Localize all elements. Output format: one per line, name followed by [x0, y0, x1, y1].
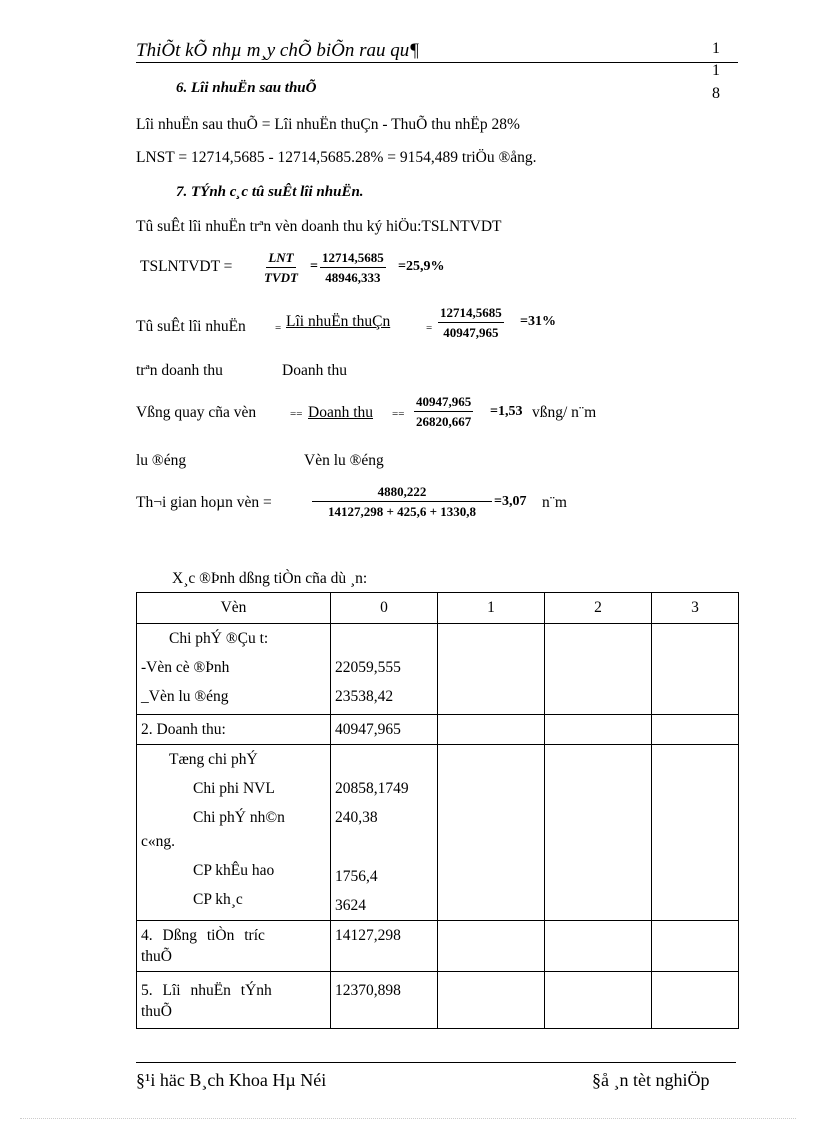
- row4-year2: [545, 921, 652, 972]
- f2-below-right: Doanh thu: [282, 362, 348, 379]
- table-row: [137, 624, 739, 715]
- row3-value-depreciation: 1756,4: [335, 868, 378, 885]
- f3-denominator: 26820,667: [416, 414, 472, 429]
- f1-den-value: 48946,333: [325, 270, 381, 285]
- f2-below-left: trªn doanh thu: [136, 362, 223, 379]
- row1-year1: [438, 624, 545, 715]
- row3-label-depreciation: CP khÊu hao: [193, 862, 275, 879]
- row1-label-investment: Chi phÝ ®Çu t:: [169, 630, 269, 647]
- row5-value-cell: [331, 972, 438, 1029]
- row1-label-fixed: -Vèn cè ®Þnh: [141, 659, 230, 676]
- page-number-line2: 1: [712, 62, 720, 79]
- header-year-2: 2: [545, 593, 652, 624]
- row5-label-line2: thuÕ: [141, 1003, 172, 1020]
- f1-num-value: 12714,5685: [320, 250, 386, 268]
- row4-value: 14127,298: [335, 927, 401, 944]
- f4-denominator: 14127,298 + 425,6 + 1330,8: [327, 504, 477, 519]
- f3-unit: vßng/ n¨m: [532, 404, 597, 421]
- row1-value-working: 23538,42: [335, 688, 394, 705]
- row3-value-labor: 240,38: [335, 809, 378, 826]
- row5-year1: [438, 972, 545, 1029]
- f3-revenue-underlined: Doanh thu: [308, 404, 374, 421]
- row4-year1: [438, 921, 545, 972]
- ratio-intro: Tû suÊt lîi nhuËn trªn vèn doanh thu ký hiÖu:TSLNTVDT: [136, 218, 502, 235]
- section-7-heading: 7. TÝnh c¸c tû suÊt lîi nhuËn.: [176, 184, 364, 200]
- row3-label-labor: Chi phÝ nh©n: [193, 809, 285, 826]
- f2-result: =31%: [520, 314, 556, 329]
- row2-year1: [438, 715, 545, 745]
- row5-year2: [545, 972, 652, 1029]
- f2-lhs: Tû suÊt lîi nhuËn: [136, 318, 246, 335]
- row2-value: 40947,965: [335, 721, 401, 738]
- f4-fraction: [312, 484, 492, 520]
- row4-label-line1: 4. Dßng tiÒn tríc: [141, 927, 265, 944]
- row3-label-other: CP kh¸c: [193, 891, 243, 908]
- f1-lhs: TSLNTVDT =: [140, 258, 233, 275]
- row1-label-cell: [137, 624, 331, 715]
- row5-label-cell: [137, 972, 331, 1029]
- row4-year3: [652, 921, 739, 972]
- f2-net-profit-underlined: Lîi nhuËn thuÇn: [286, 313, 391, 330]
- table-row: [137, 921, 739, 972]
- row5-year3: [652, 972, 739, 1029]
- table-row: [137, 972, 739, 1029]
- row1-year2: [545, 624, 652, 715]
- page-bottom-dotted-border: [20, 1118, 796, 1119]
- cashflow-table: [136, 592, 739, 1029]
- f3-equals-small2: ==: [392, 408, 405, 420]
- row3-year2: [545, 745, 652, 921]
- table-row: [137, 745, 739, 921]
- row1-value-empty: [331, 624, 437, 653]
- row3-year1: [438, 745, 545, 921]
- row3-value-other: 3624: [335, 897, 366, 914]
- cashflow-table-caption: X¸c ®Þnh dßng tiÒn cña dù ¸n:: [172, 570, 368, 587]
- f1-equals: =: [310, 259, 318, 274]
- f3-below-right: Vèn lu ®éng: [304, 452, 384, 469]
- f1-denominator: TVDT: [264, 270, 298, 285]
- row4-value-cell: [331, 921, 438, 972]
- f2-equals-small: =: [275, 322, 282, 334]
- footer-rule: [136, 1062, 736, 1063]
- row3-year3: [652, 745, 739, 921]
- f1-result: =25,9%: [398, 259, 445, 274]
- page-number-line3: 8: [712, 85, 720, 102]
- f4-result: =3,07: [494, 494, 527, 509]
- f3-equals-small: ==: [290, 408, 303, 420]
- page-number-line1: 1: [712, 40, 720, 57]
- header-year-0: 0: [331, 593, 438, 624]
- header-rule: [136, 62, 738, 63]
- footer-university: §¹i häc B¸ch Khoa Hµ Néi: [136, 1070, 327, 1090]
- f2-equals-small2: =: [426, 322, 433, 334]
- row1-value-cell: [331, 624, 438, 715]
- f3-result: =1,53: [490, 404, 523, 419]
- row4-label-line2: thuÕ: [141, 948, 172, 965]
- running-header-title: ThiÕt kÕ nhµ m¸y chÕ biÕn rau qu¶: [136, 40, 420, 61]
- row2-year3: [652, 715, 739, 745]
- row2-value-cell: [331, 715, 438, 745]
- f2-numerator: 12714,5685: [438, 305, 504, 323]
- row3-value-empty: [331, 745, 437, 774]
- header-year-3: 3: [652, 593, 739, 624]
- f4-unit: n¨m: [542, 494, 567, 511]
- f2-fraction: [438, 305, 504, 341]
- table-header-row: [137, 593, 739, 624]
- f1-numerator: LNT: [266, 250, 295, 268]
- footer-thesis-label: §å ¸n tèt nghiÖp: [592, 1070, 710, 1090]
- f1-fraction-symbolic: [262, 250, 300, 286]
- row2-label-cell: [137, 715, 331, 745]
- header-capital: Vèn: [137, 593, 331, 624]
- f4-numerator: 4880,222: [312, 484, 492, 502]
- row3-value-spacer: [331, 832, 437, 862]
- f3-numerator: 40947,965: [414, 394, 473, 412]
- section-6-heading: 6. Lîi nhuËn sau thuÕ: [176, 80, 317, 96]
- f3-lhs: Vßng quay cña vèn: [136, 404, 257, 421]
- row1-year3: [652, 624, 739, 715]
- row1-label-working: _Vèn lu ®éng: [141, 688, 229, 705]
- table-row: [137, 715, 739, 745]
- row3-label-material: Chi phi NVL: [193, 780, 275, 797]
- f3-fraction: [414, 394, 473, 430]
- f2-denominator: 40947,965: [443, 325, 499, 340]
- row3-label-total: Tæng chi phÝ: [169, 751, 258, 768]
- row2-year2: [545, 715, 652, 745]
- net-profit-calculation: LNST = 12714,5685 - 12714,5685.28% = 9154,489 triÖu ®ång.: [136, 149, 537, 166]
- row5-value: 12370,898: [335, 982, 401, 999]
- row3-label-cell: [137, 745, 331, 921]
- header-year-1: 1: [438, 593, 545, 624]
- f4-lhs: Th¬i gian hoµn vèn =: [136, 494, 272, 511]
- row2-label: 2. Doanh thu:: [141, 721, 226, 738]
- f1-fraction-numeric: [320, 250, 386, 286]
- row3-value-material: 20858,1749: [335, 780, 409, 797]
- row1-value-fixed: 22059,555: [335, 659, 401, 676]
- row3-label-labor-cont: c«ng.: [141, 833, 176, 850]
- f3-below-left: lu ®éng: [136, 452, 187, 469]
- row4-label-cell: [137, 921, 331, 972]
- row3-value-cell: [331, 745, 438, 921]
- row5-label-line1: 5. Lîi nhuËn tÝnh: [141, 982, 272, 999]
- net-profit-formula: Lîi nhuËn sau thuÕ = Lîi nhuËn thuÇn - ThuÕ thu nhËp 28%: [136, 116, 520, 133]
